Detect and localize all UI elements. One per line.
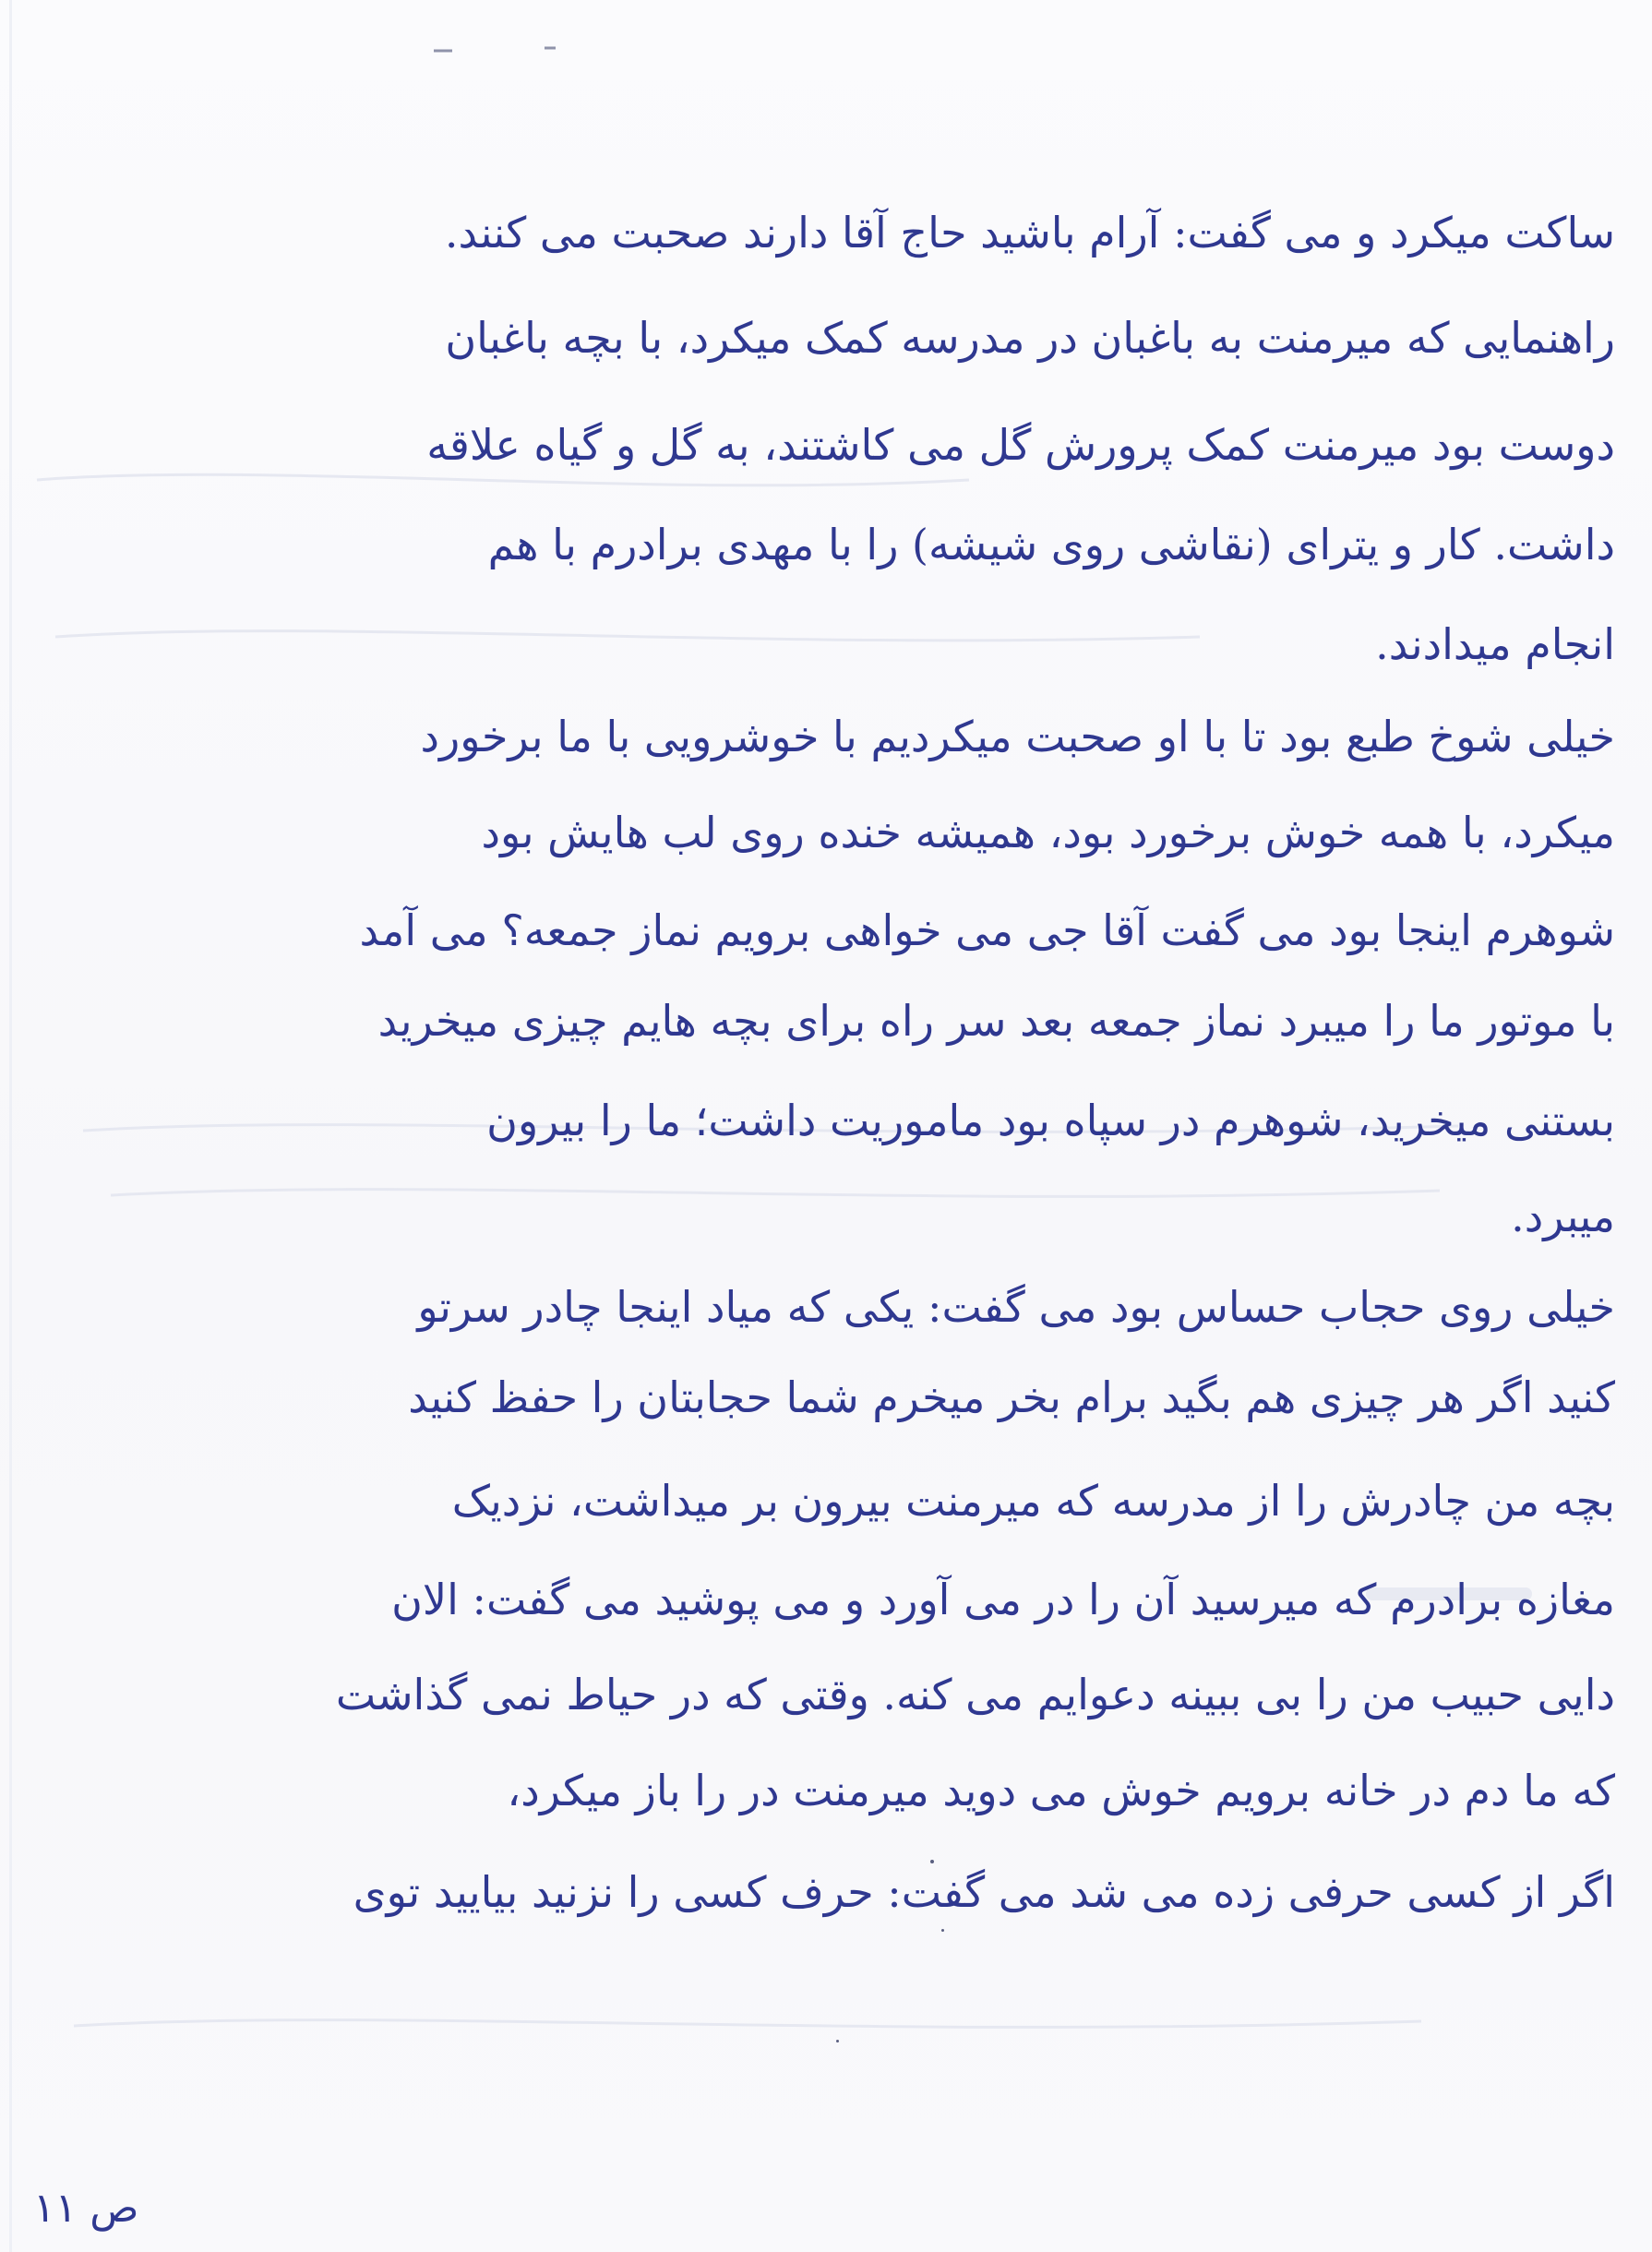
- text-line-6: خیلی شوخ طبع بود تا با او صحبت میکردیم با خوشرویی با ما برخورد: [420, 712, 1615, 761]
- text-line-15: مغازه برادرم که میرسید آن را در می آورد و می پوشید می گفت: الان: [391, 1575, 1615, 1624]
- text-line-4: داشت. کار و یترای (نقاشی روی شیشه) را با مهدی برادرم با هم: [487, 520, 1615, 569]
- text-line-11: میبرد.: [1511, 1192, 1615, 1241]
- text-line-1: ساکت میکرد و می گفت: آرام باشید حاج آقا دارند صحبت می کنند.: [444, 208, 1615, 258]
- ink-dot: [941, 1929, 944, 1932]
- text-line-10: بستنی میخرید، شوهرم در سپاه بود ماموریت داشت؛ ما را بیرون: [486, 1096, 1615, 1145]
- page-number: ص ۱۱: [33, 2185, 139, 2232]
- page-edge: [9, 0, 12, 2252]
- text-line-13: کنید اگر هر چیزی هم بگید برام بخر میخرم شما حجابتان را حفظ کنید: [408, 1372, 1615, 1422]
- ink-dot: [930, 1860, 934, 1863]
- text-line-3: دوست بود میرمنت کمک پرورش گل می کاشتند، به گل و گیاه علاقه: [426, 420, 1615, 470]
- text-line-16: دایی حبیب من را بی ببینه دعوایم می کنه. وقتی که در حیاط نمی گذاشت: [335, 1670, 1615, 1719]
- text-line-14: بچه من چادرش را از مدرسه که میرمنت بیرون بر میداشت، نزدیک: [451, 1476, 1615, 1526]
- text-line-8: شوهرم اینجا بود می گفت آقا جی می خواهی برویم نماز جمعه؟ می آمد: [359, 905, 1615, 955]
- ink-dot: [836, 2040, 839, 2042]
- text-line-18: اگر از کسی حرفی زده می شد می گفت: حرف کسی را نزنید بیایید توی: [353, 1867, 1615, 1917]
- text-line-12: خیلی روی حجاب حساس بود می گفت: یکی که میاد اینجا چادر سرتو: [417, 1282, 1615, 1332]
- text-line-7: میکرد، با همه خوش برخورد بود، همیشه خنده روی لب هایش بود: [481, 808, 1615, 857]
- text-line-9: با موتور ما را میبرد نماز جمعه بعد سر راه برای بچه هایم چیزی میخرید: [377, 996, 1615, 1046]
- text-line-17: که ما دم در خانه برویم خوش می دوید میرمنت در را باز میکرد،: [507, 1766, 1615, 1815]
- text-line-2: راهنمایی که میرمنت به باغبان در مدرسه کمک میکرد، با بچه باغبان: [445, 313, 1615, 363]
- text-line-5: انجام میدادند.: [1375, 619, 1615, 669]
